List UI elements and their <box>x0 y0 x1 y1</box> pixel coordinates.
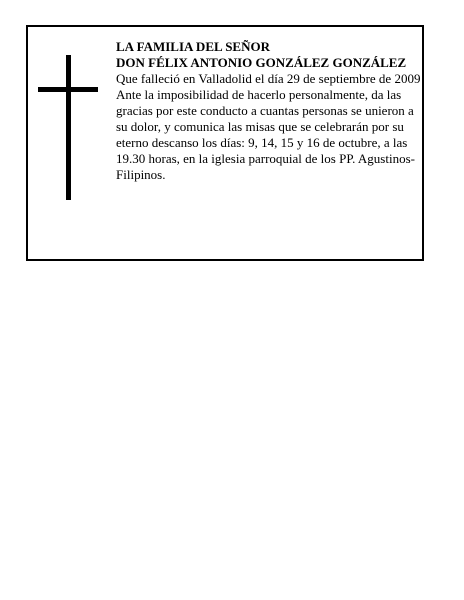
obituary-notice <box>26 25 424 261</box>
death-date-line: Que falleció en Valladolid el día 29 de septiembre de 2009 <box>116 71 421 86</box>
notice-body: Ante la imposibilidad de hacerlo personalmente, da las gracias por este conducto a cuantas personas se unieron a su dolor, y comunica las misas que se celebrarán por su eterno descanso los días: 9, 14, 15 y 16 de octubre, a las 19.30 horas, en la iglesia parroquial de los PP. Agustinos-Filipinos. <box>116 87 415 182</box>
cross-horizontal-bar <box>38 87 98 92</box>
notice-text <box>116 39 424 183</box>
heading-family: LA FAMILIA DEL SEÑOR <box>116 39 270 54</box>
cross-vertical-bar <box>66 55 71 200</box>
heading-deceased-name: DON FÉLIX ANTONIO GONZÁLEZ GONZÁLEZ <box>116 55 407 70</box>
cross-icon <box>38 55 98 200</box>
